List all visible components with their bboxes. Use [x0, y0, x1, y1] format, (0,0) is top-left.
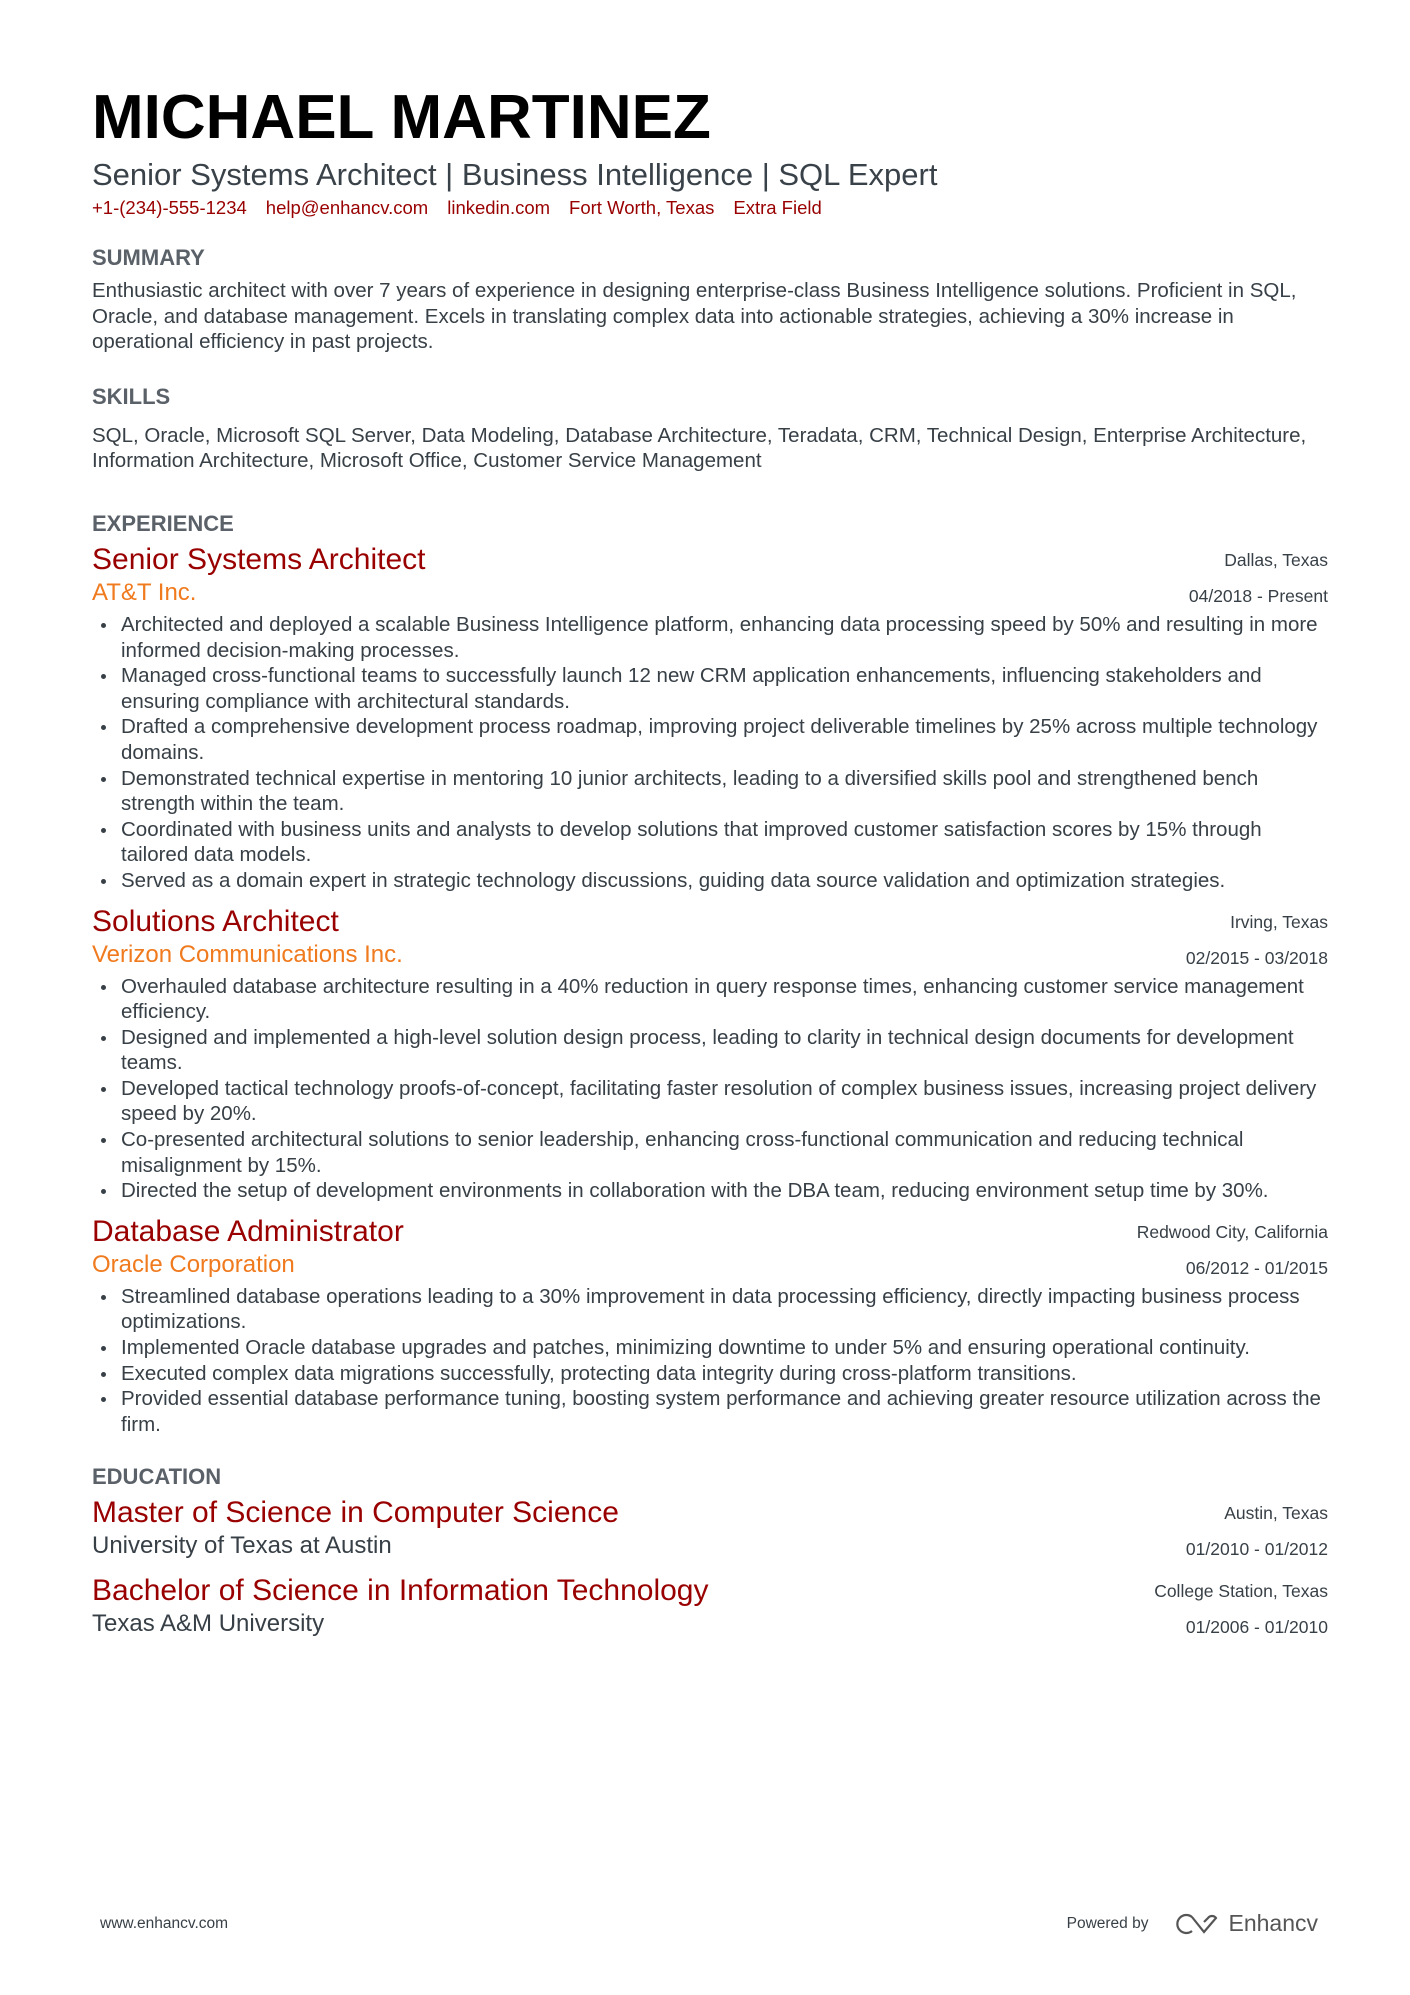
phone[interactable]: +1-(234)-555-1234 — [92, 197, 247, 218]
degree: Master of Science in Computer Science — [92, 1496, 619, 1530]
job-location: Redwood City, California — [1136, 1221, 1328, 1242]
contact-list — [92, 196, 1328, 220]
bullet-item: Streamlined database operations leading to a 30% improvement in data processing efficiency, directly impacting business process optimizations. — [92, 1284, 1328, 1335]
education-location: Austin, Texas — [1224, 1503, 1328, 1524]
company-name: AT&T Inc. — [92, 578, 197, 606]
company-name: Verizon Communications Inc. — [92, 940, 403, 968]
school: University of Texas at Austin — [92, 1532, 392, 1560]
bullet-item: Served as a domain expert in strategic technology discussions, guiding data source validation and optimization strategies. — [92, 868, 1328, 894]
job-dates: 02/2015 - 03/2018 — [1185, 947, 1328, 968]
education-meta — [1186, 1495, 1328, 1567]
footer — [100, 1910, 1318, 1937]
enhancv-logo-icon — [1174, 1912, 1220, 1936]
education-meta — [1154, 1573, 1328, 1645]
bullet-item: Developed tactical technology proofs-of-concept, facilitating faster resolution of complex business issues, increasing project delivery speed by 20%. — [92, 1076, 1328, 1127]
bullet-item: Designed and implemented a high-level solution design process, leading to clarity in technical design documents for development teams. — [92, 1025, 1328, 1076]
bullet-item: Architected and deployed a scalable Business Intelligence platform, enhancing data processing speed by 50% and resulting in more informed decision-making processes. — [92, 612, 1328, 663]
job-entry — [92, 542, 1328, 894]
bullet-item: Executed complex data migrations successfully, protecting data integrity during cross-platform transitions. — [92, 1361, 1328, 1387]
education-dates: 01/2010 - 01/2012 — [1185, 1539, 1328, 1560]
experience-heading: EXPERIENCE — [92, 510, 234, 536]
summary-heading: SUMMARY — [92, 245, 205, 270]
enhancv-logo-text: Enhancv — [1228, 1910, 1318, 1936]
school: Texas A&M University — [92, 1610, 325, 1638]
headline: Senior Systems Architect | Business Intelligence | SQL Expert — [92, 157, 938, 192]
bullet-item: Demonstrated technical expertise in mentoring 10 junior architects, leading to a diversified skills pool and strengthened bench strength within the team. — [92, 766, 1328, 817]
education-dates: 01/2006 - 01/2010 — [1185, 1617, 1328, 1638]
bullet-item: Overhauled database architecture resulting in a 40% reduction in query response times, enhancing customer service management efficiency. — [92, 974, 1328, 1025]
branding — [1067, 1910, 1318, 1937]
education-entry — [92, 1573, 1328, 1639]
company-name: Oracle Corporation — [92, 1250, 295, 1278]
education-entry — [92, 1495, 1328, 1561]
job-entry — [92, 1214, 1328, 1438]
job-meta — [1137, 1214, 1328, 1286]
job-title: Database Administrator — [92, 1214, 404, 1248]
linkedin[interactable]: linkedin.com — [447, 197, 551, 218]
bullet-item: Directed the setup of development environments in collaboration with the DBA team, reducing environment setup time by 30%. — [92, 1178, 1328, 1204]
job-dates: 06/2012 - 01/2015 — [1185, 1257, 1328, 1278]
bullet-item: Co-presented architectural solutions to senior leadership, enhancing cross-functional communication and reducing technical misalignment by 15%. — [92, 1127, 1328, 1178]
job-location: Dallas, Texas — [1224, 549, 1328, 570]
education-list — [92, 1495, 1328, 1639]
job-title: Senior Systems Architect — [92, 542, 426, 576]
summary-text: Enthusiastic architect with over 7 years of experience in designing enterprise-class Business Intelligence solutions. Proficient in SQL, Oracle, and database management. Excels in translating complex data into actionable strategies, achieving a 30% increase in operational efficiency in past projects. — [92, 279, 1297, 354]
skills-heading: SKILLS — [92, 383, 171, 409]
location: Fort Worth, Texas — [569, 197, 715, 218]
job-meta — [1189, 542, 1328, 614]
job-dates: 04/2018 - Present — [1188, 585, 1328, 606]
job-entry — [92, 904, 1328, 1204]
bullet-list — [92, 974, 1328, 1204]
degree: Bachelor of Science in Information Technology — [92, 1574, 709, 1608]
bullet-item: Coordinated with business units and analysts to develop solutions that improved customer satisfaction scores by 15% through tailored data models. — [92, 817, 1328, 868]
job-meta — [1186, 904, 1328, 976]
bullet-item: Managed cross-functional teams to successfully launch 12 new CRM application enhancements, influencing stakeholders and ensuring compliance with architectural standards. — [92, 663, 1328, 714]
website-link[interactable]: www.enhancv.com — [100, 1914, 229, 1932]
powered-by-label: Powered by — [1066, 1914, 1149, 1932]
bullet-item: Drafted a comprehensive development process roadmap, improving project deliverable timelines by 25% across multiple technology domains. — [92, 714, 1328, 765]
bullet-item: Provided essential database performance tuning, boosting system performance and achieving greater resource utilization across the firm. — [92, 1386, 1328, 1437]
bullet-list — [92, 1284, 1328, 1438]
resume — [92, 82, 1328, 1651]
bullet-list — [92, 612, 1328, 894]
experience-list — [92, 542, 1328, 1437]
job-location: Irving, Texas — [1230, 911, 1328, 932]
skills-text: SQL, Oracle, Microsoft SQL Server, Data Modeling, Database Architecture, Teradata, CRM, Technical Design, Enterprise Architecture, Information Architecture, Microsoft Office, Customer Service Management — [92, 423, 1307, 473]
email[interactable]: help@enhancv.com — [265, 197, 429, 218]
candidate-name: MICHAEL MARTINEZ — [92, 83, 711, 152]
bullet-item: Implemented Oracle database upgrades and patches, minimizing downtime to under 5% and ensuring operational continuity. — [92, 1335, 1328, 1361]
extra-field: Extra Field — [733, 197, 822, 218]
job-title: Solutions Architect — [92, 904, 339, 938]
education-heading: EDUCATION — [92, 1464, 222, 1490]
enhancv-logo[interactable] — [1174, 1910, 1318, 1937]
education-location: College Station, Texas — [1154, 1581, 1328, 1602]
